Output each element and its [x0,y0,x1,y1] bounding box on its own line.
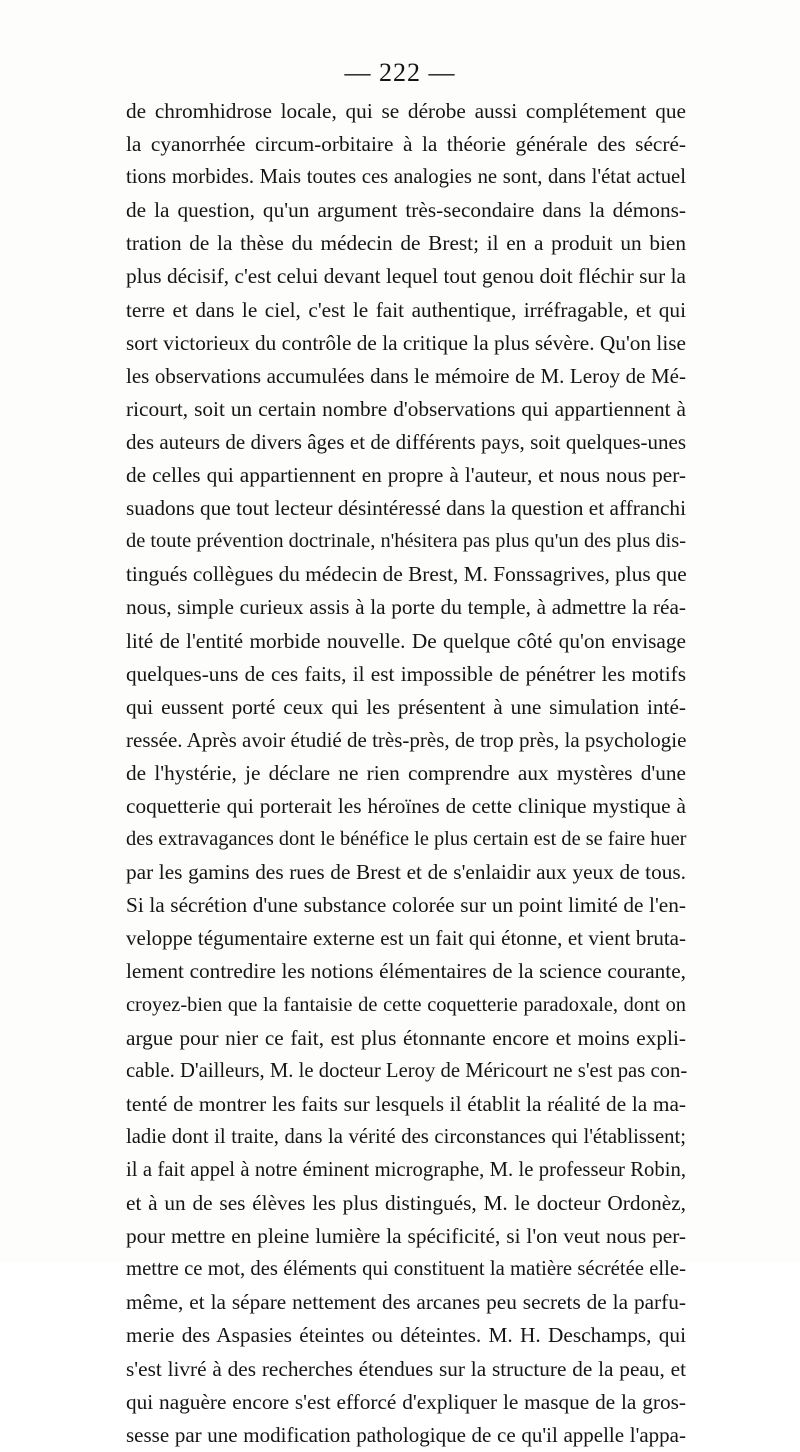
text-line: sort victorieux du contrôle de la critique la plus sévère. Qu'on lise [126,330,686,355]
text-line: lement contredire les notions élémentaires de la science courante, [126,959,686,984]
text-line: par les gamins des rues de Brest et de s'enlaidir aux yeux de tous. [126,860,686,885]
text-line: coquetterie qui porterait les héroïnes de cette clinique mystique à [126,793,686,818]
text-line: plus décisif, c'est celui devant lequel tout genou doit fléchir sur la [126,264,686,289]
text-line: quelques-uns de ces faits, il est impossible de pénétrer les motifs [126,661,686,686]
text-line: tenté de montrer les faits sur lesquels il établit la réalité de la ma- [126,1091,686,1116]
text-line: ricourt, soit un certain nombre d'observations qui appartiennent à [126,396,686,421]
text-line: tingués collègues du médecin de Brest, M. Fonssagrives, plus que [126,562,687,587]
text-line: Si la sécrétion d'une substance colorée sur un point limité de l'en- [126,893,686,918]
text-line: de l'hystérie, je déclare ne rien comprendre aux mystères d'une [126,760,686,785]
text-line: les observations accumulées dans le mémoire de M. Leroy de Mé- [126,363,686,388]
text-line: tration de la thèse du médecin de Brest; il en a produit un bien [126,231,686,256]
text-line: des extravagances dont le bénéfice le plus certain est de se faire huer [126,828,687,851]
text-line: de toute prévention doctrinale, n'hésitera pas plus qu'un des plus dis- [126,530,686,553]
text-line: terre et dans le ciel, c'est le fait authentique, irréfragable, et qui [126,297,686,322]
text-line: et à un de ses élèves les plus distingués, M. le docteur Ordonèz, [126,1191,686,1216]
text-line: croyez-bien que la fantaisie de cette coquetterie paradoxale, dont on [126,993,686,1016]
text-line: pour mettre en pleine lumière la spécificité, si l'on veut nous per- [126,1224,686,1249]
text-line: argue pour nier ce fait, est plus étonnante encore et moins expli- [126,1025,686,1050]
page-number: — 222 — [344,58,456,87]
text-line: veloppe tégumentaire externe est un fait qui étonne, et vient bruta- [126,926,686,951]
text-line: de la question, qu'un argument très-secondaire dans la démons- [126,198,686,223]
text-line: lité de l'entité morbide nouvelle. De quelque côté qu'on envisage [126,628,686,653]
text-line: ressée. Après avoir étudié de très-près, de trop près, la psychologie [126,727,687,752]
text-line: mettre ce mot, des éléments qui constituent la matière sécrétée elle- [126,1258,686,1281]
text-line: de celles qui appartiennent en propre à l'auteur, et nous nous per- [126,463,686,488]
text-line: qui eussent porté ceux qui les présentent à une simulation inté- [126,694,686,719]
text-line: de chromhidrose locale, qui se dérobe aussi complétement que [126,99,686,123]
body-text [126,95,686,1452]
text-line: s'est livré à des recherches étendues sur la structure de la peau, et [126,1356,686,1381]
text-line: tions morbides. Mais toutes ces analogies ne sont, dans l'état actuel [126,166,686,189]
text-line: merie des Aspasies éteintes ou déteintes. M. H. Deschamps, qui [126,1323,686,1348]
text-line: des auteurs de divers âges et de différents pays, soit quelques-unes [126,429,686,454]
text-line: nous, simple curieux assis à la porte du temple, à admettre la réa- [126,595,686,620]
text-line: cable. D'ailleurs, M. le docteur Leroy de Méricourt ne s'est pas con- [126,1059,688,1082]
text-line: sesse par une modification pathologique de ce qu'il appelle l'appa- [126,1422,686,1447]
text-line: ladie dont il traite, dans la vérité des circonstances qui l'établissent; [126,1125,686,1148]
text-line: il a fait appel à notre éminent micrographe, M. le professeur Robin, [126,1159,686,1181]
text-line: suadons que tout lecteur désintéressé dans la question et affranchi [126,496,686,521]
text-line: la cyanorrhée circum-orbitaire à la théorie générale des sécré- [126,132,686,157]
text-line: même, et la sépare nettement des arcanes peu secrets de la parfu- [126,1290,686,1315]
text-line: qui naguère encore s'est efforcé d'expliquer le masque de la gros- [126,1389,686,1414]
